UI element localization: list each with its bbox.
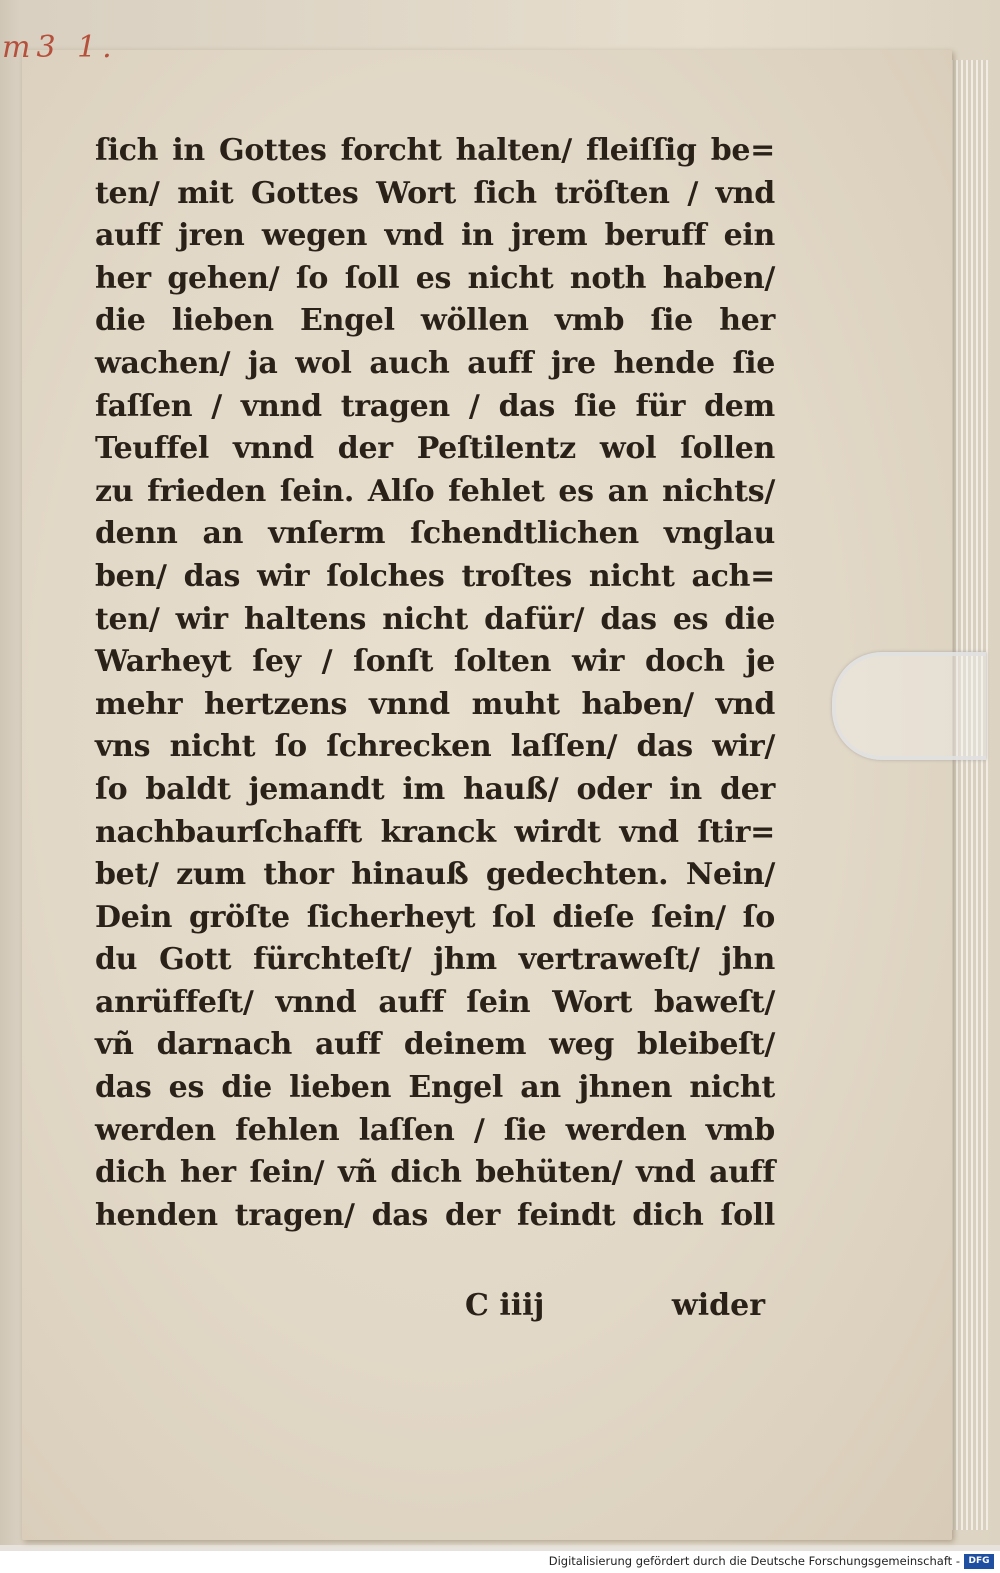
text-line: henden tragen/ das der feindt dich ſoll xyxy=(95,1197,775,1233)
text-line: das es die lieben Engel an jhnen nicht xyxy=(95,1070,775,1106)
page-foot xyxy=(95,1288,775,1330)
text-line: Warheyt ſey / ſonſt ſolten wir doch je xyxy=(95,644,775,680)
text-line: auff jren wegen vnd in jrem beruff ein xyxy=(95,218,775,254)
catchword: wider xyxy=(671,1288,765,1323)
text-line: ten/ mit Gottes Wort ſich tröſten / vnd xyxy=(95,175,775,211)
footer-bar xyxy=(0,1551,1000,1573)
text-line: wachen/ ja wol auch auff jre hende ſie xyxy=(95,345,775,381)
text-line: bet/ zum thor hinauß gedechten. Nein/ xyxy=(95,857,775,893)
text-line: du Gott fürchteſt/ jhm vertraweſt/ jhn xyxy=(95,942,775,978)
text-line: vns nicht ſo ſchrecken laſſen/ das wir/ xyxy=(95,729,775,765)
text-line: vñ darnach auff deinem weg bleibeſt/ xyxy=(95,1027,775,1063)
text-line: ben/ das wir ſolches troſtes nicht ach= xyxy=(95,558,775,594)
text-line: ten/ wir haltens nicht dafür/ das es die xyxy=(95,601,775,637)
text-line: werden fehlen laſſen / ſie werden vmb xyxy=(95,1112,775,1148)
funding-credit: Digitalisierung gefördert durch die Deutsche Forschungsgemeinschaft - xyxy=(548,1554,960,1568)
text-line: denn an vnſerm ſchendtlichen vnglau xyxy=(95,516,775,552)
text-line: nachbaurſchafft kranck wirdt vnd ſtir= xyxy=(95,814,775,850)
text-line: anrüffeſt/ vnnd auff ſein Wort baweſt/ xyxy=(95,984,775,1020)
text-line: die lieben Engel wöllen vmb ſie her xyxy=(95,303,775,339)
text-line: dich her ſein/ vñ dich behüten/ vnd auff xyxy=(95,1155,775,1191)
margin-note: m3 1. xyxy=(2,30,118,65)
signature-mark: C iiij xyxy=(465,1288,545,1323)
bookmark-clip xyxy=(832,652,986,760)
page-edges xyxy=(948,60,988,1530)
body-text xyxy=(95,130,775,1237)
text-line: Dein gröſte ſicherheyt ſol dieſe ſein/ ſo xyxy=(95,899,775,935)
text-line: her gehen/ ſo ſoll es nicht noth haben/ xyxy=(95,260,775,296)
text-line: zu frieden ſein. Alſo fehlet es an nichts/ xyxy=(95,473,775,509)
text-line: faſſen / vnnd tragen / das ſie für dem xyxy=(95,388,775,424)
text-line: Teuffel vnnd der Peſtilentz wol ſollen xyxy=(95,431,775,467)
text-line: ſo baldt jemandt im hauß/ oder in der xyxy=(95,771,775,807)
text-line: ſich in Gottes forcht halten/ fleiſſig be= xyxy=(95,133,775,168)
dfg-logo: DFG xyxy=(964,1554,994,1569)
text-line: mehr hertzens vnnd muht haben/ vnd xyxy=(95,686,775,722)
